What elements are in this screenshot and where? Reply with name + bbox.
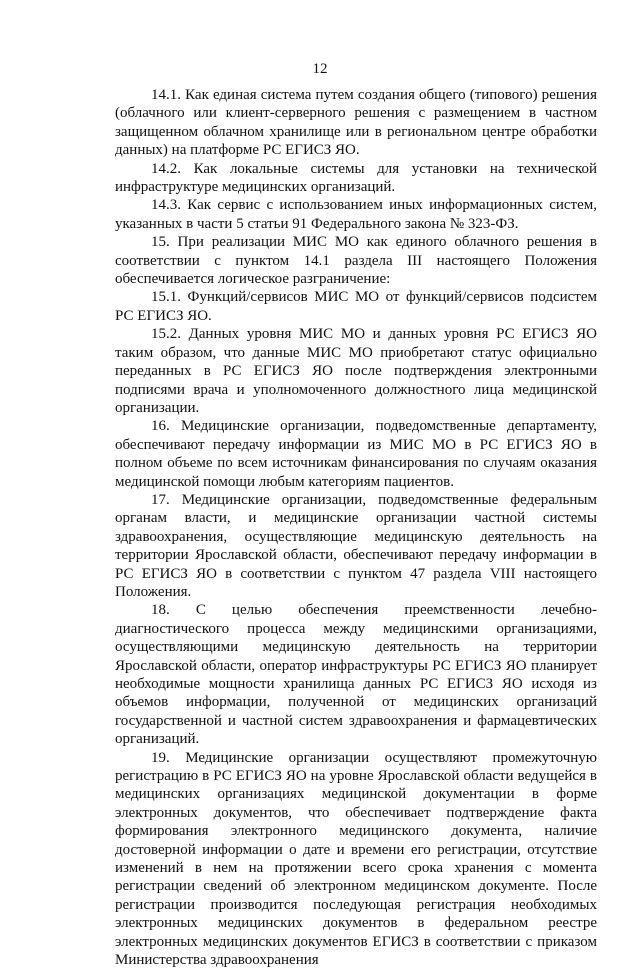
paragraph-18: 18. С целью обеспечения преемственности лечебно-диагностического процесса между медицинскими организациями, осуществляющими медицинскую деятельность на территории Ярославской области, оператор инфраструктуры РС ЕГИСЗ ЯО планирует необходимые мощности хранилища данных РС ЕГИСЗ ЯО исходя из объемов информации, полученной от медицинских организаций государственной и частной систем здравоохранения и фармацевтических организаций.	[115, 602, 597, 748]
paragraph-19: 19. Медицинские организации осуществляют промежуточную регистрацию в РС ЕГИСЗ ЯО на уровне Ярославской области ведущейся в медицинских организациях медицинской документации в форме электронных документов, что обеспечивает подтверждение факта формирования электронного медицинского документа, наличие достоверной информации о дате и времени его регистрации, отсутствие изменений в нем на протяжении всего срока хранения с момента регистрации сведений об электронном медицинском документе. После регистрации производится последующая регистрация необходимых электронных медицинских документов в федеральном реестре электронных медицинских документов ЕГИСЗ в соответствии с приказом Министерства здравоохранения	[115, 749, 597, 969]
document-body	[115, 86, 597, 970]
paragraph-17: 17. Медицинские организации, подведомственные федеральным органам власти, и медицинские организации частной системы здравоохранения, осуществляющие медицинскую деятельность на территории Ярославской области, обеспечивают передачу информации в РС ЕГИСЗ ЯО в соответствии с пунктом 47 раздела VIII настоящего Положения.	[115, 491, 597, 600]
paragraph-14-2: 14.2. Как локальные системы для установки на технической инфраструктуре медицинских организаций.	[115, 160, 597, 196]
paragraph-15-2: 15.2. Данных уровня МИС МО и данных уровня РС ЕГИСЗ ЯО таким образом, что данные МИС МО приобретают статус официально переданных в РС ЕГИСЗ ЯО после подтверждения электронными подписями врача и уполномоченного должностного лица медицинской организации.	[115, 326, 597, 416]
paragraph-14-3: 14.3. Как сервис с использованием иных информационных систем, указанных в части 5 статьи 91 Федерального закона № 323-ФЗ.	[115, 197, 597, 232]
paragraph-14-1: 14.1. Как единая система путем создания общего (типового) решения (облачного или клиент-серверного решения с размещением в частном защищенном облачном хранилище или в региональном центре обработки данных) на платформе РС ЕГИСЗ ЯО.	[115, 87, 597, 159]
paragraph-15: 15. При реализации МИС МО как единого облачного решения в соответствии с пунктом 14.1 раздела III настоящего Положения обеспечивается логическое разграничение:	[115, 234, 597, 288]
page-number: 12	[312, 61, 328, 77]
paragraph-15-1: 15.1. Функций/сервисов МИС МО от функций/сервисов подсистем РС ЕГИСЗ ЯО.	[115, 289, 597, 324]
paragraph-16: 16. Медицинские организации, подведомственные департаменту, обеспечивают передачу информации из МИС МО в РС ЕГИСЗ ЯО в полном объеме по всем источникам финансирования по случаям оказания медицинской помощи любым категориям пациентов.	[115, 418, 597, 490]
